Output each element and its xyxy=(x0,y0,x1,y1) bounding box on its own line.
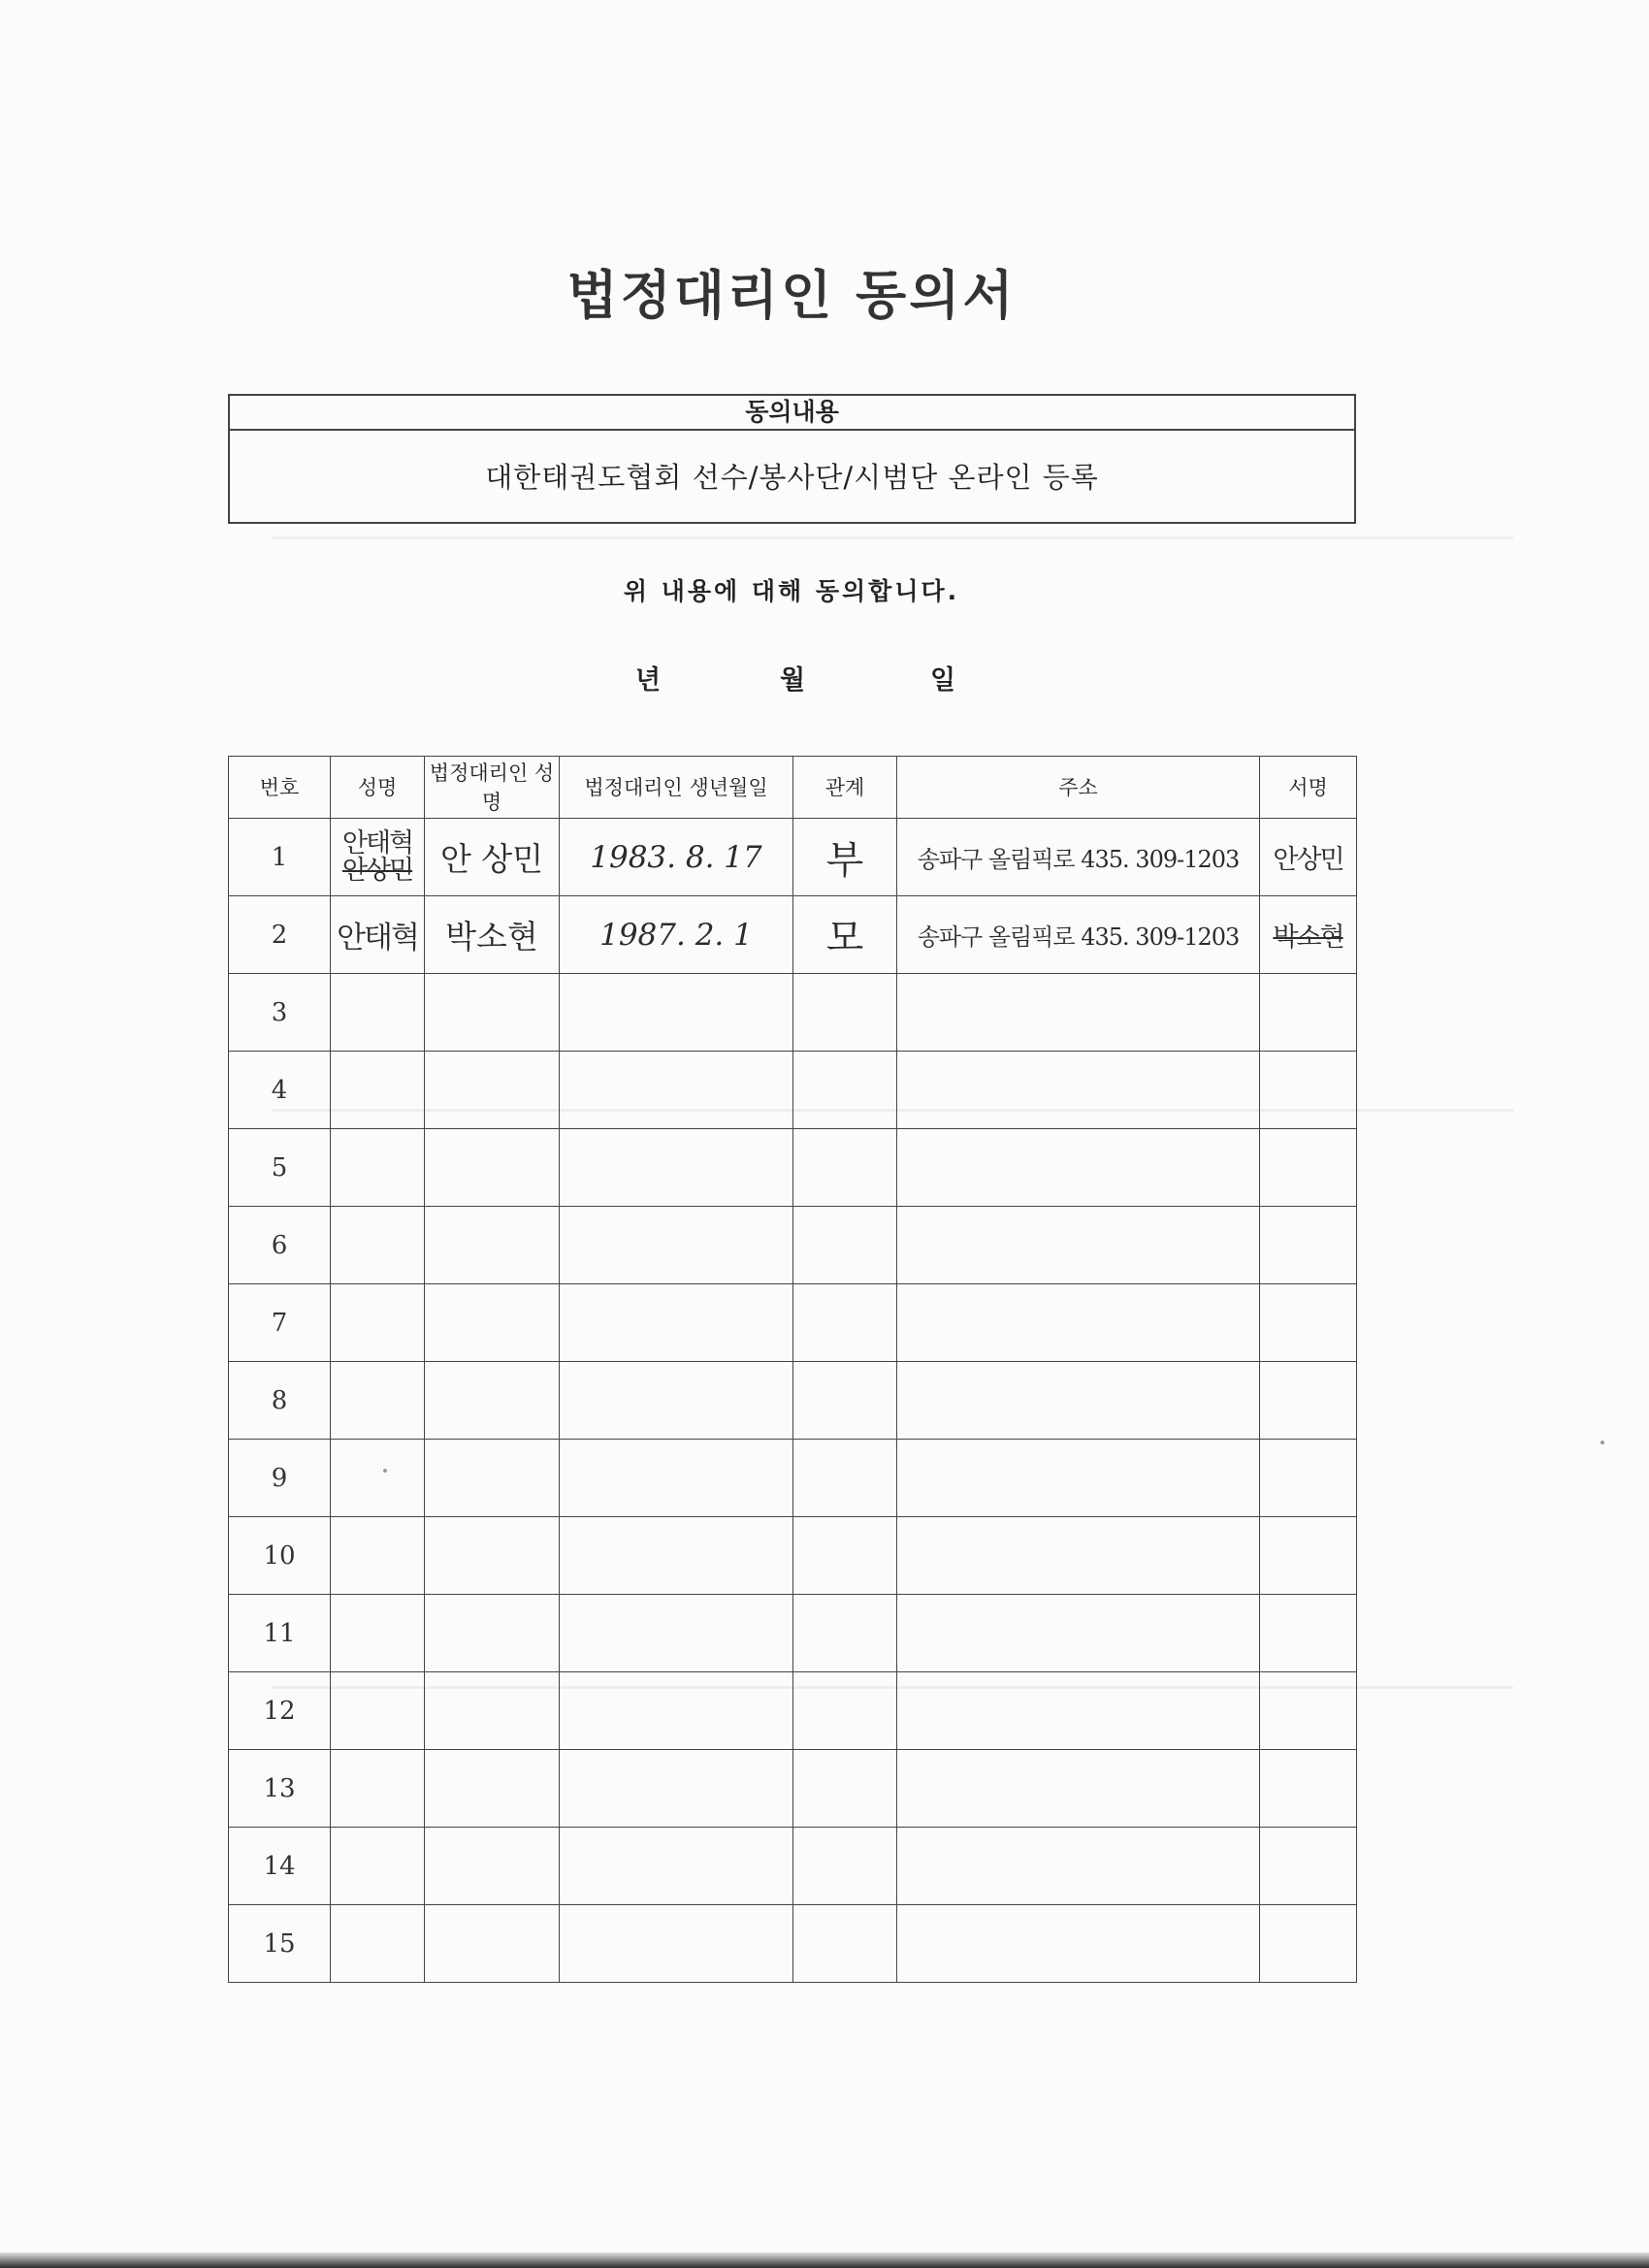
empty-cell xyxy=(1260,1284,1357,1362)
empty-cell xyxy=(331,1362,425,1440)
table-row xyxy=(229,1284,1357,1362)
empty-cell xyxy=(897,1595,1260,1672)
empty-cell xyxy=(1260,1672,1357,1750)
empty-cell xyxy=(793,1207,897,1284)
empty-cell xyxy=(331,974,425,1052)
empty-cell xyxy=(560,1828,793,1905)
empty-cell xyxy=(793,1595,897,1672)
empty-cell xyxy=(331,1052,425,1129)
empty-cell xyxy=(1260,1440,1357,1517)
empty-cell xyxy=(793,1440,897,1517)
empty-cell xyxy=(897,1284,1260,1362)
table-row xyxy=(229,1517,1357,1595)
table-row xyxy=(229,896,1357,974)
empty-cell xyxy=(897,1517,1260,1595)
date-day-label: 일 xyxy=(930,665,956,696)
empty-cell xyxy=(897,1362,1260,1440)
empty-cell xyxy=(425,1905,560,1983)
empty-cell xyxy=(331,1595,425,1672)
empty-cell xyxy=(560,1129,793,1207)
empty-cell xyxy=(1260,1905,1357,1983)
scan-bottom-edge xyxy=(0,2252,1649,2268)
row-number: 3 xyxy=(229,974,331,1052)
scan-speck xyxy=(1600,1441,1604,1444)
empty-cell xyxy=(560,1517,793,1595)
empty-cell xyxy=(1260,1517,1357,1595)
empty-cell xyxy=(425,1284,560,1362)
member-name: 안태혁 xyxy=(341,827,413,859)
table-row xyxy=(229,1905,1357,1983)
empty-cell xyxy=(793,974,897,1052)
guardian-name: 박소현 xyxy=(425,896,560,974)
row-number: 4 xyxy=(229,1052,331,1129)
empty-cell xyxy=(897,1905,1260,1983)
empty-cell xyxy=(1260,974,1357,1052)
empty-cell xyxy=(425,1828,560,1905)
empty-cell xyxy=(560,1362,793,1440)
guardian-birthdate: 1987. 2. 1 xyxy=(560,896,793,974)
header-guardian-name: 법정대리인 성명 xyxy=(425,757,560,819)
member-name-struck: 안상민 xyxy=(341,855,413,886)
empty-cell xyxy=(897,1828,1260,1905)
empty-cell xyxy=(897,1129,1260,1207)
empty-cell xyxy=(331,1284,425,1362)
row-number: 6 xyxy=(229,1207,331,1284)
empty-cell xyxy=(560,1595,793,1672)
empty-cell xyxy=(331,1750,425,1828)
table-row xyxy=(229,974,1357,1052)
document-title: 법정대리인 동의서 xyxy=(566,265,1017,326)
empty-cell xyxy=(560,1207,793,1284)
empty-cell xyxy=(1260,1129,1357,1207)
header-relation: 관계 xyxy=(793,757,897,819)
guardian-name: 안 상민 xyxy=(425,819,560,896)
member-name: 안태혁 xyxy=(331,896,425,974)
empty-cell xyxy=(793,1905,897,1983)
empty-cell xyxy=(793,1362,897,1440)
empty-cell xyxy=(897,1672,1260,1750)
empty-cell xyxy=(560,1440,793,1517)
empty-cell xyxy=(560,1672,793,1750)
table-row xyxy=(229,1672,1357,1750)
relation: 부 xyxy=(793,819,897,896)
table-row xyxy=(229,819,1357,896)
empty-cell xyxy=(793,1284,897,1362)
row-number: 10 xyxy=(229,1517,331,1595)
empty-cell xyxy=(331,1207,425,1284)
empty-cell xyxy=(793,1052,897,1129)
empty-cell xyxy=(425,1440,560,1517)
empty-cell xyxy=(331,1672,425,1750)
table-row xyxy=(229,1828,1357,1905)
date-year-label: 년 xyxy=(635,665,662,696)
signature: 안상민 xyxy=(1260,819,1357,896)
empty-cell xyxy=(1260,1362,1357,1440)
consent-content-box xyxy=(228,394,1356,524)
table-row xyxy=(229,1052,1357,1129)
empty-cell xyxy=(331,1129,425,1207)
table-header-row xyxy=(229,757,1357,819)
consent-body: 대한태권도협회 선수/봉사단/시범단 온라인 등록 xyxy=(485,461,1099,494)
empty-cell xyxy=(560,1905,793,1983)
empty-cell xyxy=(425,1207,560,1284)
empty-cell xyxy=(331,1905,425,1983)
empty-cell xyxy=(425,1052,560,1129)
date-month-label: 월 xyxy=(780,665,806,696)
empty-cell xyxy=(425,1362,560,1440)
row-number: 15 xyxy=(229,1905,331,1983)
paper-fold-line xyxy=(272,536,1513,539)
empty-cell xyxy=(897,1440,1260,1517)
header-name: 성명 xyxy=(331,757,425,819)
empty-cell xyxy=(425,1129,560,1207)
row-number: 8 xyxy=(229,1362,331,1440)
address: 송파구 올림픽로 435. 309-1203 xyxy=(897,819,1260,896)
empty-cell xyxy=(425,1517,560,1595)
scan-speck xyxy=(383,1469,387,1473)
relation: 모 xyxy=(793,896,897,974)
empty-cell xyxy=(897,1207,1260,1284)
table-row xyxy=(229,1207,1357,1284)
empty-cell xyxy=(793,1828,897,1905)
empty-cell xyxy=(425,1672,560,1750)
empty-cell xyxy=(897,1052,1260,1129)
empty-cell xyxy=(1260,1828,1357,1905)
table-row xyxy=(229,1595,1357,1672)
empty-cell xyxy=(560,1284,793,1362)
row-number: 14 xyxy=(229,1828,331,1905)
guardian-table xyxy=(228,756,1357,1983)
header-guardian-birthdate: 법정대리인 생년월일 xyxy=(560,757,793,819)
row-number: 5 xyxy=(229,1129,331,1207)
row-number: 1 xyxy=(229,819,331,896)
empty-cell xyxy=(560,1750,793,1828)
empty-cell xyxy=(1260,1207,1357,1284)
empty-cell xyxy=(1260,1052,1357,1129)
table-row xyxy=(229,1362,1357,1440)
row-number: 13 xyxy=(229,1750,331,1828)
empty-cell xyxy=(560,1052,793,1129)
address: 송파구 올림픽로 435. 309-1203 xyxy=(897,896,1260,974)
empty-cell xyxy=(331,1440,425,1517)
header-signature: 서명 xyxy=(1260,757,1357,819)
empty-cell xyxy=(793,1672,897,1750)
signature: 박소현 xyxy=(1260,896,1357,974)
empty-cell xyxy=(425,974,560,1052)
member-name-cell xyxy=(331,819,425,896)
empty-cell xyxy=(793,1517,897,1595)
row-number: 11 xyxy=(229,1595,331,1672)
empty-cell xyxy=(793,1750,897,1828)
row-number: 2 xyxy=(229,896,331,974)
empty-cell xyxy=(897,974,1260,1052)
row-number: 9 xyxy=(229,1440,331,1517)
table-row xyxy=(229,1750,1357,1828)
table-row xyxy=(229,1129,1357,1207)
empty-cell xyxy=(1260,1595,1357,1672)
empty-cell xyxy=(1260,1750,1357,1828)
consent-header: 동의내용 xyxy=(230,396,1354,431)
table-row xyxy=(229,1440,1357,1517)
header-address: 주소 xyxy=(897,757,1260,819)
empty-cell xyxy=(425,1595,560,1672)
empty-cell xyxy=(331,1828,425,1905)
agreement-statement: 위 내용에 대해 동의합니다. xyxy=(623,577,960,605)
guardian-birthdate: 1983. 8. 17 xyxy=(560,819,793,896)
empty-cell xyxy=(331,1517,425,1595)
empty-cell xyxy=(425,1750,560,1828)
row-number: 7 xyxy=(229,1284,331,1362)
empty-cell xyxy=(897,1750,1260,1828)
header-number: 번호 xyxy=(229,757,331,819)
row-number: 12 xyxy=(229,1672,331,1750)
empty-cell xyxy=(793,1129,897,1207)
empty-cell xyxy=(560,974,793,1052)
